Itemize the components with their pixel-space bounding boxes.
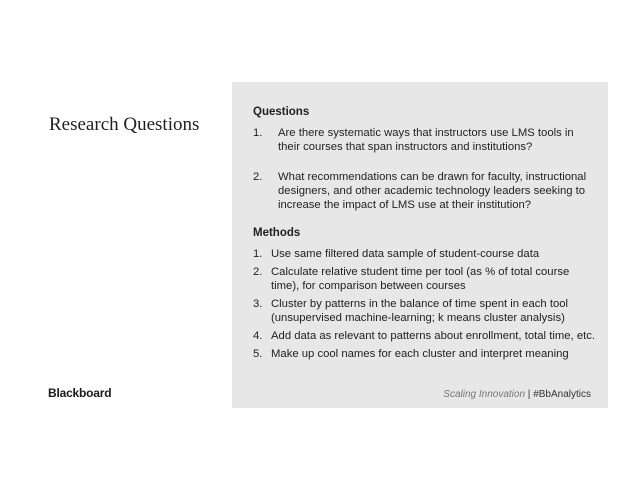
list-item — [253, 329, 598, 343]
item-number: 5. — [253, 348, 263, 360]
item-text: Use same filtered data sample of student-course data — [271, 248, 540, 260]
list-item — [253, 265, 598, 293]
item-number: 3. — [253, 298, 263, 310]
questions-list — [253, 126, 598, 212]
content-body — [253, 105, 598, 365]
item-number: 2. — [253, 171, 263, 183]
methods-list — [253, 247, 598, 361]
item-number: 1. — [253, 127, 263, 139]
list-item — [253, 126, 598, 154]
methods-section — [253, 226, 598, 361]
list-item — [253, 347, 598, 361]
list-item — [253, 297, 598, 325]
questions-heading: Questions — [253, 106, 310, 118]
item-number: 1. — [253, 248, 263, 260]
item-number: 2. — [253, 266, 263, 278]
tagline-separator: | — [525, 389, 534, 400]
footer-tagline — [443, 389, 591, 400]
blackboard-logo: Blackboard — [48, 386, 112, 400]
methods-heading: Methods — [253, 227, 301, 239]
list-item — [253, 247, 598, 261]
item-text: Make up cool names for each cluster and interpret meaning — [271, 348, 569, 360]
item-number: 4. — [253, 330, 263, 342]
item-text: Add data as relevant to patterns about enrollment, total time, etc. — [271, 330, 596, 342]
list-item — [253, 170, 598, 212]
hashtag-text: #BbAnalytics — [533, 389, 591, 400]
item-text: Cluster by patterns in the balance of time spent in each tool (unsupervised machine-learning; k means cluster analysis) — [271, 298, 569, 324]
item-text: Calculate relative student time per tool (as % of total course time), for comparison between courses — [271, 266, 570, 292]
item-text: What recommendations can be drawn for faculty, instructional designers, and other academic technology leaders seeking to increase the impact of LMS use at their institution? — [278, 171, 587, 211]
slide-title: Research Questions — [49, 114, 200, 135]
item-text: Are there systematic ways that instructors use LMS tools in their courses that span instructors and institutions? — [278, 127, 574, 153]
tagline-text: Scaling Innovation — [443, 389, 526, 400]
